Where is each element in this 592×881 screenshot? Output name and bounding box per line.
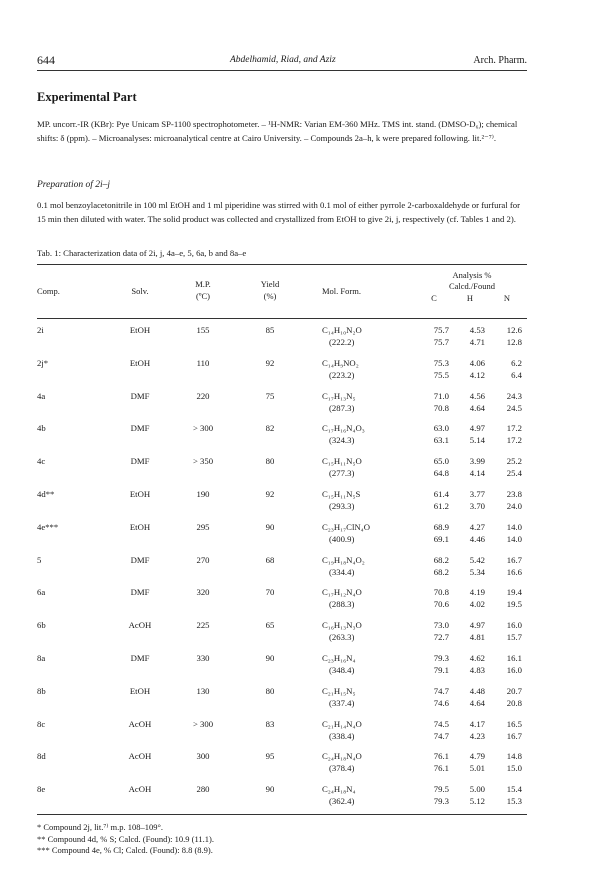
cell-solv: DMF bbox=[130, 423, 150, 434]
cell-yield: 68 bbox=[265, 554, 275, 565]
cell-c-calcd: 63.0 bbox=[433, 423, 449, 434]
cell-comp: 8c bbox=[37, 718, 46, 729]
cell-c-found: 76.1 bbox=[433, 763, 449, 774]
cell-mol-weight: (287.3) bbox=[329, 402, 355, 413]
cell-yield: 65 bbox=[265, 620, 275, 631]
cell-c-calcd: 68.9 bbox=[433, 521, 449, 532]
cell-n-calcd: 16.0 bbox=[506, 620, 522, 631]
cell-mp: 300 bbox=[196, 751, 210, 762]
header-rule bbox=[37, 70, 527, 71]
cell-mol-weight: (338.4) bbox=[329, 730, 355, 741]
cell-h-calcd: 4.48 bbox=[469, 685, 485, 696]
cell-solv: DMF bbox=[130, 554, 150, 565]
cell-mol-weight: (337.4) bbox=[329, 697, 355, 708]
header-solv: Solv. bbox=[131, 286, 149, 296]
cell-comp: 2j* bbox=[37, 357, 49, 368]
cell-c-found: 72.7 bbox=[433, 632, 449, 643]
cell-n-calcd: 24.3 bbox=[506, 390, 522, 401]
header-mp: M.P. bbox=[195, 279, 211, 289]
cell-solv: AcOH bbox=[128, 620, 152, 631]
cell-c-calcd: 68.2 bbox=[433, 554, 449, 565]
cell-h-calcd: 4.27 bbox=[469, 521, 485, 532]
header-formula: Mol. Form. bbox=[322, 286, 361, 296]
cell-yield: 92 bbox=[265, 357, 275, 368]
cell-h-found: 4.14 bbox=[469, 468, 485, 479]
cell-n-calcd: 12.6 bbox=[506, 325, 522, 335]
cell-comp: 4c bbox=[37, 456, 46, 467]
header-yield-unit: (%) bbox=[263, 291, 277, 301]
cell-mp: 280 bbox=[196, 784, 210, 795]
cell-mp: 220 bbox=[196, 390, 210, 401]
header-mp-unit: (ºC) bbox=[196, 291, 210, 301]
cell-n-calcd: 14.8 bbox=[506, 751, 522, 762]
cell-solv: DMF bbox=[130, 456, 150, 467]
cell-h-calcd: 4.53 bbox=[469, 325, 485, 335]
cell-n-found: 15.3 bbox=[506, 796, 522, 807]
cell-c-found: 63.1 bbox=[433, 435, 449, 446]
cell-n-calcd: 16.7 bbox=[506, 554, 522, 565]
running-header bbox=[37, 49, 527, 69]
cell-solv: DMF bbox=[130, 587, 150, 598]
header-analysis: Analysis % bbox=[452, 270, 492, 280]
cell-c-found: 61.2 bbox=[433, 501, 449, 511]
cell-c-calcd: 75.3 bbox=[433, 357, 449, 368]
cell-h-calcd: 4.19 bbox=[469, 587, 485, 598]
cell-mp: 110 bbox=[196, 357, 210, 368]
cell-mol-weight: (293.3) bbox=[329, 501, 355, 511]
cell-formula: C₁₅H₁₁N₅S bbox=[322, 489, 361, 499]
journal-name: Arch. Pharm. bbox=[473, 55, 527, 66]
cell-comp: 8e bbox=[37, 784, 46, 795]
preparation-title: Preparation of 2i–j bbox=[37, 180, 111, 190]
cell-h-calcd: 4.17 bbox=[469, 718, 485, 729]
cell-solv: EtOH bbox=[129, 325, 151, 335]
cell-mp: > 300 bbox=[192, 423, 214, 434]
cell-n-calcd: 25.2 bbox=[506, 456, 522, 467]
cell-n-found: 15.0 bbox=[506, 763, 522, 774]
cell-solv: EtOH bbox=[129, 489, 151, 499]
cell-h-found: 3.70 bbox=[469, 501, 485, 511]
cell-c-calcd: 73.0 bbox=[433, 620, 449, 631]
cell-mol-weight: (223.2) bbox=[329, 369, 355, 380]
cell-h-calcd: 4.56 bbox=[469, 390, 485, 401]
cell-n-found: 16.0 bbox=[506, 665, 522, 675]
cell-c-calcd: 74.7 bbox=[433, 685, 449, 696]
cell-n-calcd: 23.8 bbox=[506, 489, 522, 499]
cell-h-found: 5.01 bbox=[469, 763, 485, 774]
cell-mol-weight: (400.9) bbox=[329, 533, 355, 544]
cell-n-found: 15.7 bbox=[506, 632, 522, 643]
table-caption: Tab. 1: Characterization data of 2i, j, 4a–e, 5, 6a, b and 8a–e bbox=[37, 248, 247, 258]
cell-mp: > 300 bbox=[192, 718, 214, 729]
cell-c-found: 69.1 bbox=[433, 533, 449, 544]
cell-n-calcd: 16.1 bbox=[506, 653, 522, 663]
cell-solv: AcOH bbox=[128, 718, 152, 729]
cell-n-found: 19.5 bbox=[506, 599, 522, 610]
cell-solv: AcOH bbox=[128, 751, 152, 762]
cell-yield: 83 bbox=[265, 718, 275, 729]
cell-n-calcd: 16.5 bbox=[506, 718, 522, 729]
cell-mol-weight: (277.3) bbox=[329, 468, 355, 479]
methods-paragraph: MP. uncorr.-IR (KBr): Pye Unicam SP-1100 spectrophotometer. – ¹H-NMR: Varian EM-360 MHz. TMS int. stand. (DMSO-D₆); chemical shifts: δ (ppm). – Microanalyses: microanalytical centre at Cairo University. – Compounds 2a–h, k were prepared following. lit.²⁻⁷⁾. bbox=[37, 119, 518, 143]
cell-mp: 270 bbox=[196, 554, 210, 565]
header-yield: Yield bbox=[260, 279, 280, 289]
cell-mol-weight: (334.4) bbox=[329, 566, 355, 577]
cell-c-calcd: 74.5 bbox=[433, 718, 449, 729]
page-number: 644 bbox=[37, 53, 55, 67]
cell-c-calcd: 79.5 bbox=[433, 784, 449, 795]
cell-formula: C₂₁H₁₅N₅ bbox=[322, 685, 356, 696]
cell-h-calcd: 5.00 bbox=[469, 784, 485, 795]
cell-formula: C₁₇H₁₃N₅ bbox=[322, 390, 356, 401]
footnote: * Compound 2j, lit.⁷⁾ m.p. 108–109°. bbox=[37, 822, 164, 832]
cell-formula: C₁₆H₁₃N₃O bbox=[322, 620, 362, 631]
cell-c-found: 75.5 bbox=[433, 369, 449, 380]
cell-h-calcd: 5.42 bbox=[469, 554, 485, 565]
cell-mp: 190 bbox=[196, 489, 210, 499]
footnote: *** Compound 4e, % Cl; Calcd. (Found): 8.8 (8.9). bbox=[37, 845, 213, 855]
cell-h-found: 4.23 bbox=[469, 730, 485, 741]
cell-h-found: 4.71 bbox=[469, 337, 485, 347]
cell-formula: C₂₄H₁₈N₄O bbox=[322, 751, 362, 762]
cell-yield: 70 bbox=[265, 587, 275, 598]
cell-c-found: 70.8 bbox=[433, 402, 449, 413]
cell-n-found: 25.4 bbox=[506, 468, 522, 479]
cell-h-found: 5.34 bbox=[469, 566, 485, 577]
preparation-paragraph: 0.1 mol benzoylacetonitrile in 100 ml EtOH and 1 ml piperidine was stirred with 0.1 mol of either pyrrole 2-carboxaldehyde or furfural for 15 min then diluted with water. The solid product was collected and crystallized from EtOH to give 2i, j, respectively (cf. Tables 1 and 2). bbox=[37, 200, 520, 224]
cell-h-calcd: 4.97 bbox=[469, 620, 485, 631]
cell-yield: 90 bbox=[265, 653, 275, 663]
cell-yield: 80 bbox=[265, 456, 275, 467]
cell-c-calcd: 65.0 bbox=[433, 456, 449, 467]
cell-h-found: 5.14 bbox=[469, 435, 485, 446]
cell-mol-weight: (324.3) bbox=[329, 435, 355, 446]
cell-h-found: 4.83 bbox=[469, 665, 485, 675]
running-authors: Abdelhamid, Riad, and Aziz bbox=[230, 55, 336, 65]
cell-yield: 95 bbox=[265, 751, 275, 762]
cell-yield: 90 bbox=[265, 784, 275, 795]
cell-c-calcd: 61.4 bbox=[433, 489, 449, 499]
cell-yield: 82 bbox=[265, 423, 275, 434]
cell-n-found: 12.8 bbox=[506, 337, 522, 347]
cell-solv: DMF bbox=[130, 653, 150, 663]
cell-comp: 6a bbox=[37, 587, 46, 598]
cell-h-found: 4.46 bbox=[469, 533, 485, 544]
cell-c-calcd: 71.0 bbox=[433, 390, 449, 401]
cell-c-found: 79.3 bbox=[433, 796, 449, 807]
cell-comp: 8b bbox=[37, 685, 46, 696]
cell-solv: EtOH bbox=[129, 521, 151, 532]
cell-formula: C₁₇H₁₆N₄O₃ bbox=[322, 423, 365, 434]
cell-h-calcd: 4.97 bbox=[469, 423, 485, 434]
cell-formula: C₂₄H₁₈N₄ bbox=[322, 784, 356, 795]
cell-n-calcd: 15.4 bbox=[506, 784, 522, 795]
cell-formula: C₂₃H₁₇ClN₄O bbox=[322, 521, 370, 532]
table-bottom-rule bbox=[37, 814, 527, 815]
cell-h-calcd: 3.77 bbox=[469, 489, 485, 499]
cell-h-found: 4.64 bbox=[469, 402, 485, 413]
cell-h-found: 5.12 bbox=[469, 796, 485, 807]
cell-mol-weight: (288.3) bbox=[329, 599, 355, 610]
cell-solv: EtOH bbox=[129, 685, 151, 696]
cell-formula: C₁₄H₉NO₂ bbox=[322, 357, 359, 368]
cell-yield: 90 bbox=[265, 521, 275, 532]
cell-h-found: 4.81 bbox=[469, 632, 485, 643]
cell-h-calcd: 4.62 bbox=[469, 653, 485, 663]
cell-h-calcd: 3.99 bbox=[469, 456, 485, 467]
cell-comp: 4d** bbox=[37, 489, 55, 499]
footnote: ** Compound 4d, % S; Calcd. (Found): 10.9 (11.1). bbox=[37, 833, 214, 844]
cell-c-found: 75.7 bbox=[433, 337, 449, 347]
header-c: C bbox=[431, 293, 437, 303]
cell-mol-weight: (362.4) bbox=[329, 796, 355, 807]
cell-mol-weight: (263.3) bbox=[329, 632, 355, 643]
section-title: Experimental Part bbox=[37, 90, 137, 104]
cell-yield: 92 bbox=[265, 489, 275, 499]
cell-mp: 225 bbox=[196, 620, 210, 631]
cell-n-found: 17.2 bbox=[506, 435, 522, 446]
cell-c-calcd: 75.7 bbox=[433, 325, 449, 335]
cell-n-found: 14.0 bbox=[506, 533, 522, 544]
cell-n-calcd: 19.4 bbox=[506, 587, 522, 598]
cell-h-found: 4.64 bbox=[469, 697, 485, 708]
cell-c-calcd: 70.8 bbox=[433, 587, 449, 598]
header-n: N bbox=[503, 293, 511, 303]
cell-c-found: 64.8 bbox=[433, 468, 449, 479]
cell-h-calcd: 4.79 bbox=[469, 751, 485, 762]
cell-formula: C₁₄H₁₀N₂O bbox=[322, 325, 362, 335]
cell-mp: 130 bbox=[196, 685, 210, 696]
cell-n-found: 6.4 bbox=[511, 369, 522, 380]
cell-c-found: 68.2 bbox=[433, 566, 449, 577]
cell-n-found: 20.8 bbox=[506, 697, 522, 708]
cell-comp: 2i bbox=[37, 325, 44, 335]
cell-formula: C₂₁H₁₄N₄O bbox=[322, 718, 362, 729]
cell-n-found: 24.5 bbox=[506, 402, 522, 413]
cell-formula: C₁₇H₁₂N₄O bbox=[322, 587, 362, 598]
cell-solv: DMF bbox=[130, 390, 150, 401]
cell-yield: 75 bbox=[265, 390, 275, 401]
cell-mp: 330 bbox=[196, 653, 210, 663]
cell-comp: 6b bbox=[37, 620, 46, 631]
cell-c-calcd: 79.3 bbox=[433, 653, 449, 663]
cell-comp: 4b bbox=[37, 423, 46, 434]
cell-c-found: 74.6 bbox=[433, 697, 449, 708]
footnotes bbox=[37, 822, 214, 857]
cell-c-found: 74.7 bbox=[433, 730, 449, 741]
cell-mp: 320 bbox=[196, 587, 210, 598]
cell-n-calcd: 6.2 bbox=[511, 357, 522, 368]
cell-h-found: 4.02 bbox=[469, 599, 485, 610]
cell-comp: 8a bbox=[37, 653, 46, 663]
cell-c-calcd: 76.1 bbox=[433, 751, 449, 762]
cell-mol-weight: (378.4) bbox=[329, 763, 355, 774]
cell-h-found: 4.12 bbox=[469, 369, 485, 380]
cell-n-found: 16.7 bbox=[506, 730, 522, 741]
cell-formula: C₁₅H₁₁N₅O bbox=[322, 456, 362, 467]
cell-mol-weight: (348.4) bbox=[329, 665, 355, 675]
cell-mol-weight: (222.2) bbox=[329, 337, 355, 347]
header-calcd-found: Calcd./Found bbox=[448, 281, 496, 291]
cell-yield: 80 bbox=[265, 685, 275, 696]
cell-mp: 295 bbox=[196, 521, 210, 532]
cell-n-found: 16.6 bbox=[506, 566, 522, 577]
cell-comp: 4a bbox=[37, 390, 46, 401]
cell-comp: 5 bbox=[37, 554, 42, 565]
cell-c-found: 70.6 bbox=[433, 599, 449, 610]
cell-formula: C₁₉H₁₈N₄O₂ bbox=[322, 554, 365, 565]
table-top-rule bbox=[37, 264, 527, 265]
cell-n-calcd: 17.2 bbox=[506, 423, 522, 434]
table-header-rule bbox=[37, 318, 527, 319]
cell-n-calcd: 20.7 bbox=[506, 685, 522, 696]
cell-mp: 155 bbox=[196, 325, 210, 335]
header-comp: Comp. bbox=[37, 286, 60, 296]
cell-comp: 4e*** bbox=[37, 521, 59, 532]
cell-c-found: 79.1 bbox=[433, 665, 449, 675]
cell-formula: C₂₃H₁₆N₄ bbox=[322, 653, 356, 663]
cell-mp: > 350 bbox=[192, 456, 214, 467]
cell-n-found: 24.0 bbox=[506, 501, 522, 511]
cell-n-calcd: 14.0 bbox=[506, 521, 522, 532]
cell-solv: EtOH bbox=[129, 357, 151, 368]
cell-comp: 8d bbox=[37, 751, 46, 762]
header-h: H bbox=[466, 293, 474, 303]
cell-yield: 85 bbox=[265, 325, 275, 335]
cell-h-calcd: 4.06 bbox=[469, 357, 485, 368]
cell-solv: AcOH bbox=[128, 784, 152, 795]
